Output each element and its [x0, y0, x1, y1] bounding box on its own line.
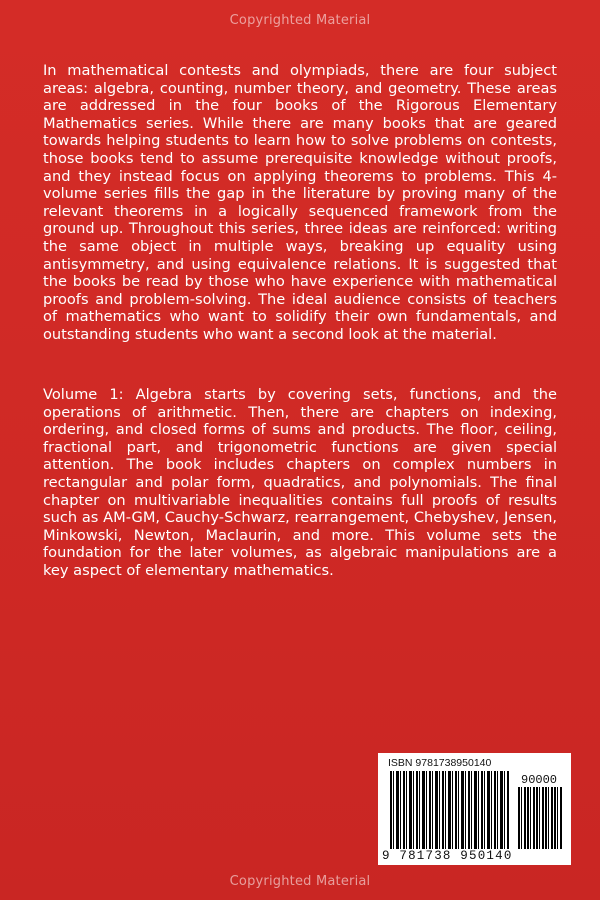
isbn-barcode	[378, 753, 571, 865]
barcode-addon-bars-icon	[518, 787, 562, 849]
barcode-digits: 9 781738 950140	[382, 849, 513, 863]
watermark-top: Copyrighted Material	[229, 13, 371, 28]
isbn-label: ISBN 9781738950140	[388, 757, 492, 769]
barcode-bars-icon	[390, 771, 510, 849]
blurb-paragraph-2: Volume 1: Algebra starts by covering sets, functions, and the operations of arithmetic. Then, there are chapters on indexing, ordering, and closed forms of sums and products. The floor, ceiling, fractional part, and trigonometric functions are given special attention. The book includes chapters on complex numbers in rectangular and polar form, quadratics, and polynomials. The final chapter on multivariable inequalities contains full proofs of results such as AM-GM, Cauchy-Schwarz, rearrangement, Chebyshev, Jensen, Minkowski, Newton, Maclaurin, and more. This volume sets the foundation for the later volumes, as algebraic manipulations are a key aspect of elementary mathematics.	[43, 386, 557, 579]
barcode-price-code: 90000	[521, 773, 558, 787]
watermark-bottom: Copyrighted Material	[229, 874, 371, 889]
blurb-paragraph-1: In mathematical contests and olympiads, there are four subject areas: algebra, counting, number theory, and geometry. These areas are addressed in the four books of the Rigorous Elementary Mathematics series. While there are many books that are geared towards helping students to learn how to solve problems on contests, those books tend to assume prerequisite knowledge without proofs, and they instead focus on applying theorems to problems. This 4-volume series fills the gap in the literature by proving many of the relevant theorems in a logically sequenced framework from the ground up. Throughout this series, three ideas are reinforced: writing the same object in multiple ways, breaking up equality using antisymmetry, and using equivalence relations. It is suggested that the books be read by those who have experience with mathematical proofs and problem-solving. The ideal audience consists of teachers of mathematics who want to solidify their own fundamentals, and outstanding students who want a second look at the material.	[43, 62, 557, 343]
